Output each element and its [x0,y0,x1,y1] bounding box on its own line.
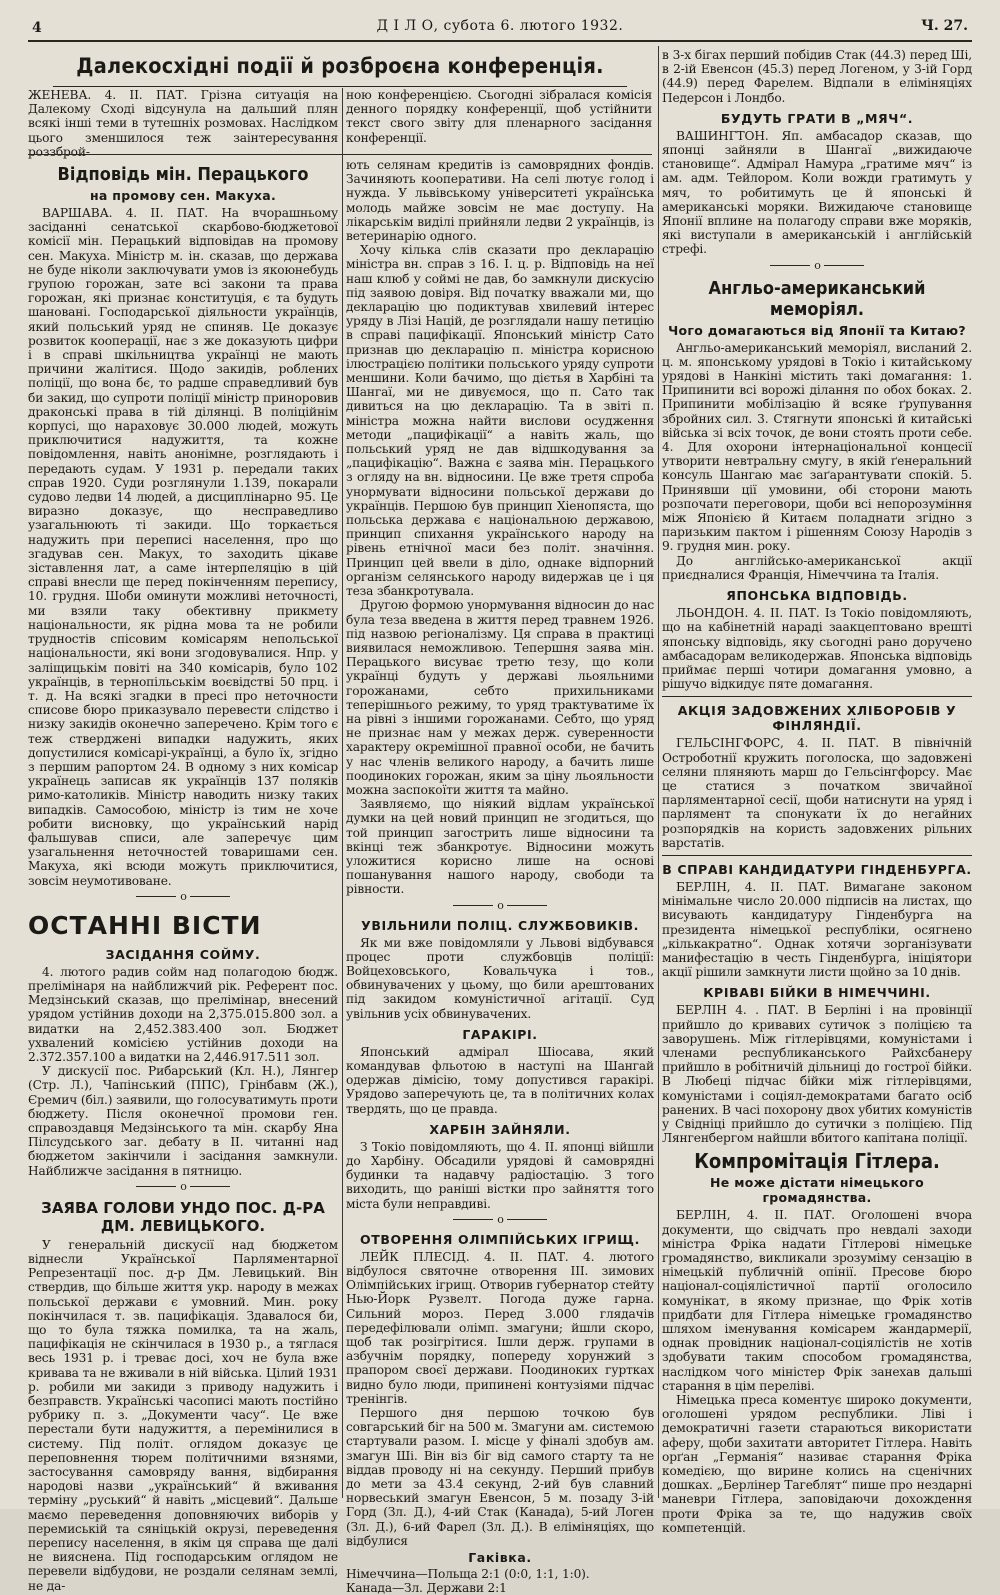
article-heading-hockey: Гаківка. [468,1550,532,1566]
article-text: ВАШИНГТОН. Яп. амбасадор сказав, що японці зайняли в Шангаї „вижидаюче становище“. Адмірал Намура „гратиме мяч“ із ам. адм. Тейлором. Коли вожди гратимуть у мяч, то робитимуть це й японські й американські моряки. Вижидаюче становище Японії вплине на полагоду справи вже моряків, які виступали в американській і англійській стрефі. [662,128,972,257]
article-heading-memorial: Англьо-американський меморіял. [708,277,926,320]
section-heading-latest-news: ОСТАННІ ВІСТИ [28,910,262,940]
article-text: ГЕЛЬСІНГФОРС, 4. II. ПАТ. В північній Остроботнії кружить поголоска, що задовжені селяни пляняють марш до Гельсінгфорсу. Має це статися з початком звичайної парляментарної сесії, щоби натиснути на уряд і парлямент та спонукати їх до негайних розпорядків на користь задовжених рільних варстатів. [662,736,972,850]
article-heading-hindenburg: В СПРАВІ КАНДИДАТУРИ ГІНДЕНБУРГА. [662,861,972,877]
masthead [28,14,972,42]
article-text: Японський адмірал Шіосава, який командував фльотою в наступі на Шангай одержав дімісію, тому допустився гаракірі. Урядово заперечують це, та в політичних колах твердять, що це правда. [346,1044,654,1116]
article-text: Англьо-американський меморіял, висланий 2. ц. м. японському урядові в Токіо і китайському урядові в Нанкіні містить такі домагання: 1. Припинити всі ворожі ділання по обох боках. 2. Припинити мобілізацію й всяке ґрупування збройних сил. 3. Стягнути японські й китайські війська зі всіх точок, де вони стоять проти себе. 4. Для охорони інтернаціональної концесії утворити невтральну смугу, в якій ґенеральний консуль Шангаю має заґарантувати спокій. 5. Принявши ції умовини, обі сторони мають розпочати переговори, щоби всі непорозуміння між Японією й Китаєм поладнати згідно з паризьким пактом і рішенням Союзу Народів з 9. грудня мин. року. [662,340,972,554]
article-text: ВАРШАВА. 4. II. ПАТ. На вчорашньому засіданні сенатської скарбово-бюджетової комісії мін. Перацький відповідав на промову сен. Макуха. Міністр м. ін. сказав, що держава не буде ніколи заключувати умов із якоюнебудь групою горожан, зате всі закони та права горожан, які признає конституція, є та будуть шановані. Господарської діяльности українців, який польський уряд не спиняв. Це доказує розвиток кооперації, нає з же доказують цифри і в справі шкільництва українці не мають причини жалітися. Щодо закидів, роблених поліції, що вона бє, то радше справедливий був би закид, що супроти поліції міністр приноровив драконські права в тій ділянці. В поліційнім корпусі, що нараховує 30.000 людей, можуть приключитися надужиття, та кожне повідомлення, навіть анонімне, розглядають і передають судам. У 1931 р. передали таких справ 1920. Суди розглянули 1.139, покарали судово ледви 14 людей, а дисциплінарно 95. Це виразно доказує, що несправедливо узагальнюють ті закиди. Що торкається надужить при переписі населення, про що згадував сен. Макух, то заходить цікаве зіставлення лат, а саме інтерпеляцію в цій справі внесли ще перед покінченням перепису, 10. грудня. Шоби оминути можливі неточності, ми взяли таку обективну прикмету національности, як рідна мова та не робили трудностів спісовим комісарям непольської національности, які вони згодовувалися. Нпр. у заліщицькім повіті на 340 комісарів, було 102 українців, в тернопільськім воєвідстві 50 прц. і т. д. На всякі згадки в пресі про неточности списове бюро приказувало перевести слідство і низку закидів оконечно заперечено. Крім того є теж стверджені випадки надужить, яких допустилися комісарі-українці, а було їх, згідно з першим рапортом 24. В одному з них комісар українець записав як українців 137 поляків римо-католиків. Міністр наводить низку таких випадків. Самособою, міністр із тим не хоче робити висновку, що український нарід фальшував списи, але заперечує цим узагальнення неточностей товаришами сен. Макуха, які всюди можуть приключитися, зовсім неумотивоване. [28,206,338,888]
article-text: До англійсько-американської акції приєдналися Франція, Німеччина та Італія. [662,553,972,582]
article-heading-japan-reply: ЯПОНСЬКА ВІДПОВІДЬ. [726,588,908,604]
ornament-divider: o [346,1214,654,1226]
article-heading-levytsky-2: ДМ. ЛЕВИЦЬКОГО. [100,1216,266,1235]
article-text: Німецька преса коментує широко документи, оголошені урядом республики. Ліві і демократичні газети стараються використати аферу, щоби захитати авторитет Гітлера. Навіть орґан „Германія“ називає старання Фріка комедією, що вирине колись на сценічних дошках. „Берлінер Тагеблят“ пише про нездарні маневри Гітлера, заповідаючи дохождення проти Фріка за те, що надужив своїх компетенцій. [662,1393,972,1535]
ornament-divider: o [662,260,972,272]
article-heading-police: УВІЛЬНИЛИ ПОЛІЦ. СЛУЖБОВИКІВ. [361,917,639,933]
ornament-divider: o [28,891,338,903]
article-heading-levytsky: ЗАЯВА ГОЛОВИ УНДО ПОС. Д-РА [41,1198,325,1217]
ornament-divider: o [346,900,654,912]
article-text: ЛЬОНДОН. 4. II. ПАТ. Із Токіо повідомляють, що на кабінетній нараді заакцептовано врешті японську відповідь, яку сьогодні рано доручено амбасадорам великодержав. Японська відповідь приймає перші чотири домагання умовно, а рішучо відкидує пяте домагання. [662,606,972,692]
article-text: Хочу кілька слів сказати про декларацію міністра вн. справ з 16. І. ц. р. Відповідь на неї наш клюб у соймі не дав, бо замкнули дискусію під заявою довіря. Від початку вважали ми, що декларацію цю подиктував хвилевий інтерес уряду в Лізі Націй, де розглядали нашу петицію в справі пацифікації. Японський міністр Сато признав цю декларацію п. міністра корисною ілюстрацією політики польського уряду супроти меншини. Коли бачимо, що дієтья в Харбіні та Шангаї, ми не дивуємося, що п. Сато так дивиться на цю декларацію. Та в звіті п. міністра можна найти вислови осудження методи „пацифікації“ а навіть жаль, що польський уряд не дав відшкодування за „пацифікацію“. Важна є заява мін. Перацького з огляду на вн. відносини. Це вже третя спроба унормувати відносини польської держави до українців. Першою був принцип Хіенопяста, що польська держава є національною державою, принцип спихання українського народу на рівень етнічної маси без політ. значіння. Принцип цей ввели в діло, однаке відпорний організм селянського народу видержав це і ця теза збанкротувала. [346,243,654,599]
article-text: ють селянам кредитів із самоврядних фондів. Зачиняють кооперативи. На селі лютує голод і нужда. У львівському університеті українська молодь майже зовсім не має доступу. На лікарськім виділі прийняли ледви 2 українців, із ветеринарію одного. [346,158,654,244]
article-heading-hitler: Компромітація Гітлера. [694,1149,940,1174]
article-text: в 3-х бігах перший побідив Стак (44.3) перед Ші, в 2-ій Евенсон (45.3) перед Логеном, у 3-ій Горд (44.9) перед Фарелем. Відпали в еліміняціях Педерсон і Лондбо. [662,48,972,105]
article-text: БЕРЛІН, 4. II. ПАТ. Вимагане законом мінімальне число 20.000 підписів на листах, що висувають кандидатуру Гінденбурга на президента німецької республіки, осягнено „кількакратно“. Однак хотячи зорганізувати манифестацію в честь Гінденбурга, ініціятори акції рішили замкнути листи щойно за 10 днів. [662,879,972,980]
geneva-text-2: ною конференцією. Сьогодні зібралася комісія денного порядку конференції, щоб устійнити текст свого звіту для пленарного засідання конференції. [346,88,652,145]
section-divider [662,855,972,856]
banner-headline: Далекосхідні події й розброєна конференція. [53,46,627,87]
hockey-result: Німеччина—Польща 2:1 (0:0, 1:1, 1:0). [346,1567,590,1582]
article-heading-peratsky: Відповідь мін. Перацького [57,164,309,185]
article-text: БЕРЛІН, 4. II. ПАТ. Оголошені вчора документи, що свідчать про невдалі заходи міністра Фріка надати Гітлерові німецьке громадянство, викликали зрозуміму сензацію в німецькій публичній опінії. Пресове бюро націонал-соціялістичної партії оголосило комунікат, в якому признае, що Фрік хотів придбати для Гітлера німецьке громадянство шляхом іменування комісарем жандармерії, однак провідник націонал-соціялістів не хотів здобувати таким способом громадянства, наслідком чого міністер Фрік занехав дальші старання в цім переліві. [662,1208,972,1393]
column-1 [28,158,338,1593]
article-subheading-hitler: Не може дістати німецького громадянства. [710,1175,924,1206]
article-text: 4. лютого радив сойм над полагодою бюдж. прелімінаря на найближчий рік. Референт пос. Медзінський сказав, що прелімінар, внесений урядом устійнив доходи на 2,375.015.800 зол. а видатки на 2,452.383.400 зол. Бюджет ухвалений комісією устійнив доходи на 2.372.357.100 а видатки на 2,446.917.511 зол. [28,964,338,1064]
article-heading-olympics: ОТВОРЕННЯ ОЛІМПІЙСЬКИХ ІГРИЩ. [360,1231,640,1247]
geneva-text-1: ЖЕНЕВА. 4. II. ПАТ. Грізна ситуація на Далекому Сході відсунула на дальший плян всякі інші теми в тутешніх розмовах. Наслідком цього зменшилося теж заінтересування роззброй- [28,88,338,159]
article-text: З Токіо повідомляють, що 4. II. японці війшли до Харбіну. Обсадили урядові й самоврядні будинки та надавчу радіостацію. З того виходить, що раніші вістки про зайняття того міста були неправдиві. [346,1139,654,1211]
section-divider [28,154,652,155]
article-text: БЕРЛІН 4. . ПАТ. В Берліні і на провінції прийшло до кривавих сутичок з поліцією та заворушень. Між гітлерівцями, комуністами і членами республиканського Райхсбанеру прийшло в робітничій дільниці до гострої бійки. В Любеці підчас бійки між гітлерівцями, комуністами і соціял-демократами багато осіб ранених. В часі похорону двох убитих комуністів у Свідніці прийшло до сутички з поліцією. Під Лянгенбергом найшли вбитого капітана поліції. [662,1003,972,1146]
masthead-title-date: Д І Л О, субота 6. лютого 1932. [376,18,624,34]
article-text: Першого дня першою точкою був совгарський біг на 500 м. Змагуни ам. системою стартували разом. I. місце у фіналі здобув ам. змагун Ші. Він віз біг від самого старту та не віддав проводу ні на секунду. Перший прибув до мети за 43.4 секунд, 2-ий був славний норвеський змагун Евенсон, 5 м. позаду 3-ій Горд (Зл. Д.), 4-ий Стак (Канада), 5-ий Логен (Зл. Д.), 6-ий Фарел (Зл. Д.). В еліміняціях, що відбулися [346,1406,654,1548]
article-text: Як ми вже повідомляли у Львові відбувався процес проти службовців поліції: Войцеховського, Ковальчука і тов., обвинувачених у цьому, що били арештованих під закидом комуністичної агітації. Суд увільнив усіх обвинувачених. [346,935,654,1021]
issue-number: Ч. 27. [921,18,968,34]
hockey-result: Канада—Зл. Держави 2:1 [346,1581,507,1595]
geneva-article-part2 [346,88,652,145]
article-heading-harakiri: ГАРАКІРІ. [462,1026,538,1042]
column-3 [662,48,972,1535]
article-heading-finland: АКЦІЯ ЗАДОВЖЕНИХ ХЛІБОРОБІВ У ФІНЛЯНДІЇ. [677,703,957,734]
article-text: ЛЕЙК ПЛЕСІД. 4. II. ПАТ. 4. лютого відбулося святочне отворення III. зимових Олімпійських ігрищ. Отворив губернатор стейту Нью-Йорк Рузвелт. Погода дуже гарна. Сильний мороз. Перед 3.000 глядачів передефілювали олімп. змагуни; йшли скоро, щоб так розігрітися. Ішли держ. групами в азбучнім порядку, попереду хорунжий з прапором своєї держави. Поодиноких гуртках видно було люди, припинені контузіями підчас тренінгів. [346,1249,654,1406]
column-rule-1 [342,88,343,1498]
article-text: Другою формою унормування відносин до нас була теза введена в життя перед травнем 1926. під назвою регіоналізму. Ця справа в практиці виявилася неможливою. Тепершня заява мін. Перацького висуває третю тезу, що коли українці будуть у державі льояльними горожанами, себто прихильниками теперішнього режиму, то уряд трактуватиме їх на рівні з іншими горожанами. Себто, що уряд не признає нам у межах держ. суверенности характеру окремішної правної особи, не бачить у нас членів великого народу, а бачить лише поодиноких горожан, яким за ціну льояльности можна заспокоїти життя та майно. [346,598,654,797]
article-heading-harbin: ХАРБІН ЗАЙНЯЛИ. [429,1121,571,1137]
ornament-divider: o [28,1181,338,1193]
section-divider [662,696,972,697]
article-subheading-peratsky: на промову сен. Макуха. [89,188,277,203]
column-2 [346,158,654,1595]
article-text: У генеральній дискусії над бюджетом віднесли Української Парляментарної Репрезентації пос. д-р Дм. Левицький. Він ствердив, що більше життя укр. народу в межах польської держави є умовний. Мин. року покінчилася т. зв. пацифікація. Здавалося би, що то була тяжка помилка, та на жаль, пацифікація не скінчилася в 1930 р., а тяглася весь 1931 р. і треває досі, хоч не була вже кривава та не вживали в ній війська. Цілий 1931 р. робили ми закиди з приводу надужить і безправств. Українські часописі мають постійно рубрику п. з. „Документи часу“. Це вже перестали бути надужиття, а перемінилися в систему. Під політ. оглядом доказує це переповнення тюрем політичними вязнями, застосування самовряду вання, відбирання народові назви „український“ й вживання терміну „руський“ й навіть „місцевий“. Дальше маємо переведення доповняючих виборів у перемиській та сяніцькій окрузі, переведення перепису населення, в якім ця справа ще далі не вияснена. Під господарським оглядом не перевели відбудови, не роздали селянам землі, не да- [28,1237,338,1593]
article-heading-sejm: ЗАСІДАННЯ СОЙМУ. [105,946,261,962]
geneva-article-part1 [28,88,338,159]
column-rule-2 [658,46,659,1498]
article-heading-ball: БУДУТЬ ГРАТИ В „МЯЧ“. [720,110,914,126]
page-number: 4 [32,20,42,36]
article-subheading-memorial: Чого домагаються від Японії та Китаю? [668,322,966,338]
article-text: У дискусії пос. Рибарський (Кл. Н.), Лянгер (Стр. Л.), Чапінський (ППС), Грінбавм (Ж.), Єремич (біл.) заявили, що голосуватимуть проти бюджету. Після оконечної промови ген. справоздавця Медзінського та мін. скарбу Яна Пілсудського заг. дебату в II. читанні над бюджетом закінчили і засідання замкнули. Найближче засідання в пятницю. [28,1064,338,1178]
article-text: Заявляємо, що ніякий відлам української думки на цей новий принцип не згодиться, що той принцип загострить лише відносини та вкінці теж збанкротує. Відносини можуть уложитися корисно лише на основі пошанування нашого народу, свободи та рівности. [346,797,654,897]
article-heading-germany-fights: КРІВАВІ БІЙКИ В НІМЕЧЧИНІ. [703,985,931,1001]
